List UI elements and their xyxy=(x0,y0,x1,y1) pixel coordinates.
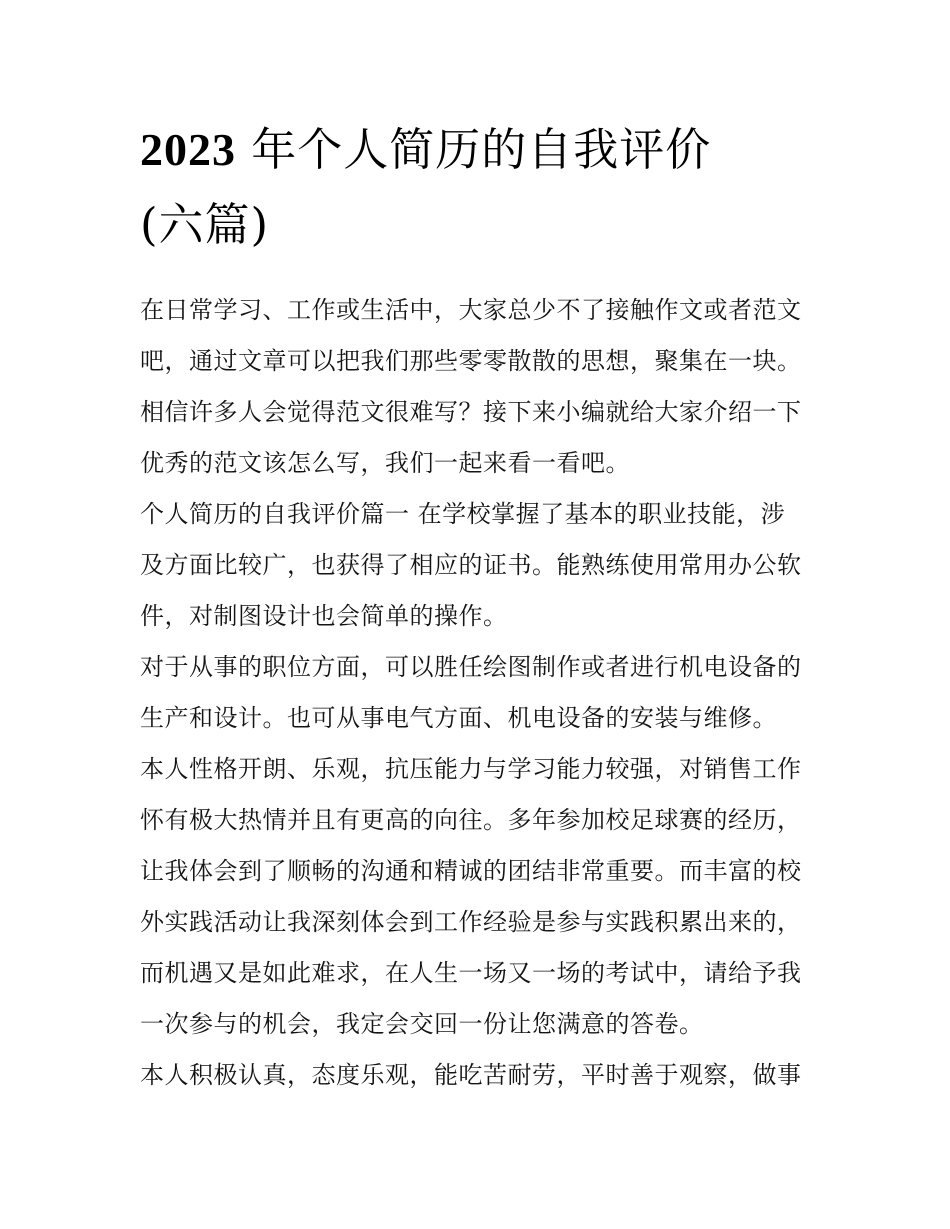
text-line: 吧，通过文章可以把我们那些零零散散的思想，聚集在一块。 xyxy=(140,347,802,375)
text-line: 本人积极认真，态度乐观，能吃苦耐劳，平时善于观察，做事 xyxy=(140,1061,802,1089)
text-line: 让我体会到了顺畅的沟通和精诚的团结非常重要。而丰富的校 xyxy=(140,857,802,885)
text-line: 优秀的范文该怎么写，我们一起来看一看吧。 xyxy=(140,449,630,477)
title-year: 2023 xyxy=(140,124,236,175)
text-line: 件，对制图设计也会简单的操作。 xyxy=(140,602,508,630)
text-line: 本人性格开朗、乐观，抗压能力与学习能力较强，对销售工作 xyxy=(140,755,802,783)
text-line: 在日常学习、工作或生活中，大家总少不了接触作文或者范文 xyxy=(140,296,802,324)
document-content xyxy=(140,112,812,1101)
text-line: 而机遇又是如此难求，在人生一场又一场的考试中，请给予我 xyxy=(140,959,802,987)
paragraph-section-1 xyxy=(140,489,812,642)
paragraph-attitude xyxy=(140,1050,812,1101)
paragraph-intro xyxy=(140,285,812,489)
body-text xyxy=(140,285,812,1101)
text-line: 生产和设计。也可从事电气方面、机电设备的安装与维修。 xyxy=(140,704,777,732)
text-line: 外实践活动让我深刻体会到工作经验是参与实践积累出来的， xyxy=(140,908,802,936)
text-line: 及方面比较广，也获得了相应的证书。能熟练使用常用办公软 xyxy=(140,551,802,579)
paragraph-position xyxy=(140,642,812,744)
text-line: 相信许多人会觉得范文很难写？接下来小编就给大家介绍一下 xyxy=(140,398,802,426)
text-line: 怀有极大热情并且有更高的向往。多年参加校足球赛的经历， xyxy=(140,806,802,834)
title-text: 年个人简历的自我评价 xyxy=(236,123,712,176)
text-line: 个人简历的自我评价篇一 在学校掌握了基本的职业技能，涉 xyxy=(140,500,786,528)
title-line-2: (六篇) xyxy=(140,198,270,251)
text-line: 一次参与的机会，我定会交回一份让您满意的答卷。 xyxy=(140,1010,704,1038)
paragraph-personality xyxy=(140,744,812,1050)
title-line-1 xyxy=(140,112,812,187)
text-line: 对于从事的职位方面，可以胜任绘图制作或者进行机电设备的 xyxy=(140,653,802,681)
document-title xyxy=(140,112,812,262)
